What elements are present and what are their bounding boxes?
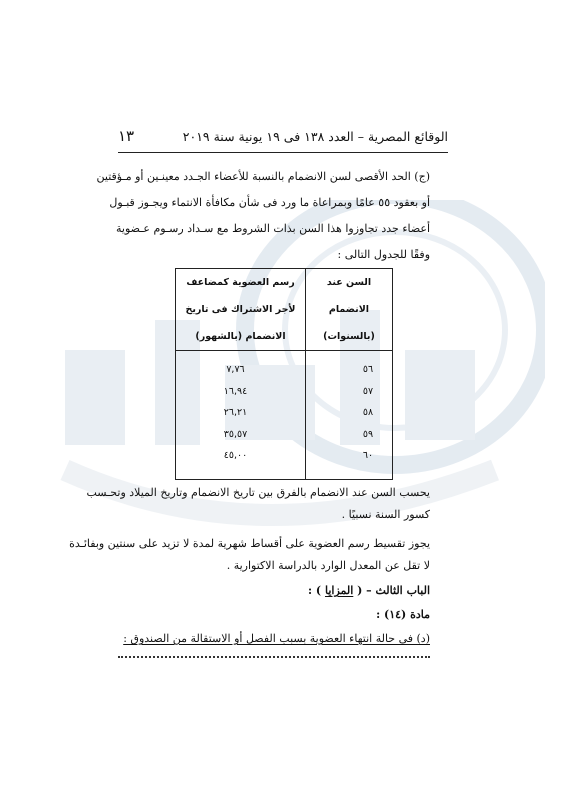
intro-line: أو بعقود ٥٥ عامًا وبمراعاة ما ورد فى شأن مكافأة الانتماء ويجـوز قبـول [109, 196, 430, 209]
chapter-heading: الباب الثالث – ( المزايا ) : [308, 584, 430, 597]
body-line: يجوز تقسيط رسم العضوية على أقساط شهرية لمدة لا تزيد على سنتين وبفائـدة [69, 537, 430, 550]
age-cell: ٥٩ [362, 428, 374, 440]
body-line: يحسب السن عند الانضمام بالفرق بين تاريخ الانضمام وتاريخ الميلاد وتحـسب [86, 486, 430, 499]
page-number: ١٣ [118, 127, 135, 145]
age-cell: ٥٦ [362, 364, 374, 375]
article-heading: مادة (١٤) : [376, 608, 430, 621]
fee-column-header: رسم العضوية كمضاعف لأجر الاشتراك فى تاريخ الانضمام (بالشهور) [176, 269, 306, 351]
intro-line: أعضاء جدد تجاوزوا هذا السن بذات الشروط مع سـداد رسـوم عـضوية [116, 222, 430, 235]
clause-line: (د) فى حالة انتهاء العضوية بسبب الفصل أو الاستقالة من الصندوق : [123, 632, 430, 645]
chapter-title: المزايا [324, 584, 354, 597]
body-line: كسور السنة نسبيًا . [341, 508, 430, 521]
fee-cell: ١٦,٩٤ [223, 385, 248, 397]
dotted-separator [118, 656, 430, 658]
fee-cell: ٣٥,٥٧ [223, 428, 248, 440]
intro-line: وفقًا للجدول التالى : [337, 248, 430, 261]
fee-cell: ٢٦,٢١ [223, 407, 248, 418]
age-cell: ٥٧ [362, 385, 374, 397]
fee-cell: ٧,٧٦ [226, 364, 245, 375]
page-header [118, 127, 448, 149]
age-column-header: السن عند الانضمام (بالسنوات) [306, 269, 393, 351]
fee-cell: ٤٥,٠٠ [223, 450, 248, 461]
age-column [306, 351, 393, 480]
fee-column [176, 351, 306, 480]
header-divider [118, 152, 448, 153]
age-cell: ٥٨ [362, 407, 374, 418]
header-title: الوقائع المصرية – العدد ١٣٨ فى ١٩ يونية سنة ٢٠١٩ [182, 129, 448, 144]
body-line: لا تقل عن المعدل الوارد بالدراسة الاكتوارية . [226, 559, 430, 572]
membership-fee-table [175, 268, 393, 480]
intro-line: (ج) الحد الأقصى لسن الانضمام بالنسبة للأعضاء الجـدد معينـين أو مـؤقتين [96, 170, 430, 183]
age-cell: ٦٠ [362, 450, 374, 461]
